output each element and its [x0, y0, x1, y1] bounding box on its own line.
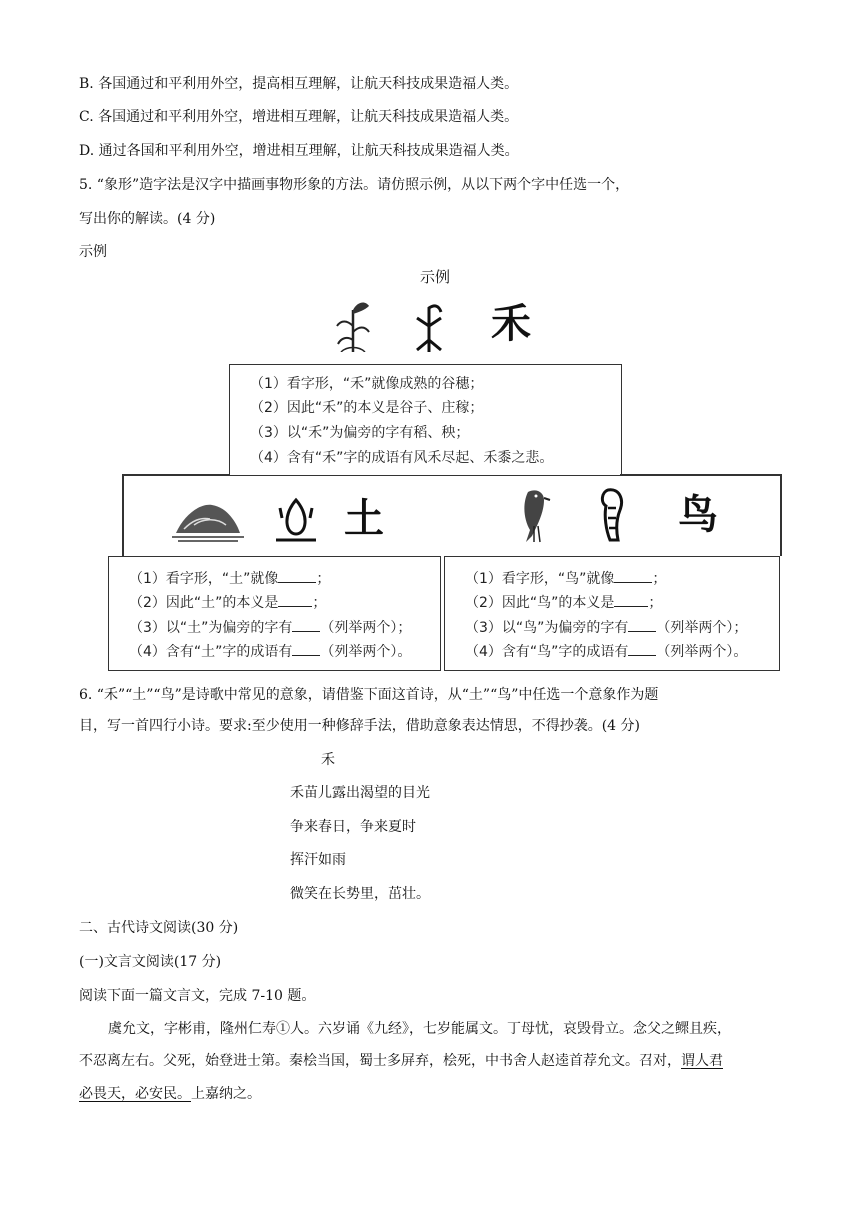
question-5-line2: 写出你的解读。(4 分)	[79, 211, 216, 227]
answer-blank[interactable]	[614, 568, 652, 583]
question-6-line1: 6. “禾”“土”“鸟”是诗歌中常见的意象，请借鉴下面这首诗，从“土”“鸟”中任选一个意象作为题	[79, 687, 659, 703]
tu-oracle-glyph-icon	[274, 494, 318, 544]
figure-title: 示例	[420, 268, 451, 286]
he-row-4: （4）含有“禾”字的成语有风禾尽起、禾黍之悲。	[250, 450, 554, 466]
option-b: B. 各国通过和平利用外空，提高相互理解，让航天科技成果造福人类。	[79, 76, 519, 92]
poem-line-1: 禾苗儿露出渴望的目光	[290, 785, 430, 801]
example-label: 示例	[79, 244, 107, 260]
poem-line-2: 争来春日，争来夏时	[290, 819, 416, 835]
he-row-2: （2）因此“禾”的本义是谷子、庄稼；	[250, 400, 484, 416]
poem-line-4: 微笑在长势里，茁壮。	[290, 886, 430, 902]
passage-line-3: 必畏天，必安民。上嘉纳之。	[79, 1086, 261, 1102]
niao-glyph-row	[514, 486, 718, 544]
niao-row-2: （2）因此“鸟”的本义是 ；	[465, 592, 662, 612]
bird-picture-icon	[514, 486, 554, 544]
question-6-line2: 目，写一首四行小诗。要求:至少使用一种修辞手法，借助意象表达情思，不得抄袭。(4 分)	[79, 718, 640, 734]
answer-blank[interactable]	[278, 592, 312, 607]
he-row-1: （1）看字形，“禾”就像成熟的谷穗；	[250, 376, 484, 392]
niao-row-3: （3）以“鸟”为偏旁的字有 （列举两个）；	[465, 617, 747, 637]
question-5-line1: 5. “象形”造字法是汉字中描画事物形象的方法。请仿照示例，从以下两个字中任选一个，	[79, 177, 630, 193]
tu-row-2: （2）因此“土”的本义是 ；	[129, 592, 326, 612]
subsection-heading: (一)文言文阅读(17 分)	[79, 954, 222, 970]
tu-row-4: （4）含有“土”字的成语有 （列举两个）。	[129, 641, 411, 661]
poem-line-3: 挥汗如雨	[290, 852, 346, 868]
niao-task-box	[444, 556, 780, 671]
connector-left	[122, 474, 124, 556]
answer-blank[interactable]	[292, 641, 320, 656]
he-oracle-glyph-icon	[409, 296, 449, 352]
he-glyph-row	[333, 296, 531, 352]
passage-line-2: 不忍离左右。父死，始登进士第。秦桧当国，蜀士多屏弃，桧死，中书舍人赵逵首荐允文。召对，谓人君	[79, 1053, 723, 1069]
he-example-box	[229, 364, 622, 476]
answer-blank[interactable]	[628, 617, 656, 632]
tu-task-box	[108, 556, 441, 671]
underlined-phrase: 必畏天，必安民。	[79, 1086, 191, 1102]
he-character: 禾	[491, 301, 531, 347]
niao-character: 鸟	[678, 492, 718, 538]
soil-mound-picture-icon	[170, 495, 246, 543]
section-heading: 二、古代诗文阅读(30 分)	[79, 920, 239, 936]
option-d: D. 通过各国和平利用外空，增进相互理解，让航天科技成果造福人类。	[79, 143, 519, 159]
reading-instruction: 阅读下面一篇文言文，完成 7-10 题。	[79, 988, 316, 1004]
option-c: C. 各国通过和平利用外空，增进相互理解，让航天科技成果造福人类。	[79, 109, 519, 125]
answer-blank[interactable]	[292, 617, 320, 632]
connector-right-top	[620, 474, 780, 476]
connector-left-top	[122, 474, 229, 476]
he-row-3: （3）以“禾”为偏旁的字有稻、秧；	[250, 425, 470, 441]
connector-right	[780, 474, 782, 556]
answer-blank[interactable]	[614, 592, 648, 607]
poem-title: 禾	[321, 752, 335, 768]
niao-row-1: （1）看字形，“鸟”就像 ；	[465, 568, 666, 588]
rice-plant-picture-icon	[333, 296, 373, 352]
niao-row-4: （4）含有“鸟”字的成语有 （列举两个）。	[465, 641, 747, 661]
tu-glyph-row	[170, 494, 384, 544]
answer-blank[interactable]	[278, 568, 316, 583]
niao-oracle-glyph-icon	[594, 486, 630, 544]
tu-row-1: （1）看字形，“土”就像 ；	[129, 568, 330, 588]
tu-character: 土	[344, 496, 384, 542]
tu-row-3: （3）以“土”为偏旁的字有 （列举两个）；	[129, 617, 411, 637]
answer-blank[interactable]	[628, 641, 656, 656]
underlined-phrase: 谓人君	[681, 1053, 723, 1069]
passage-line-1: 虞允文，字彬甫，隆州仁寿①人。六岁诵《九经》，七岁能属文。丁母忧，哀毁骨立。念父之鳏且疾，	[108, 1021, 731, 1037]
